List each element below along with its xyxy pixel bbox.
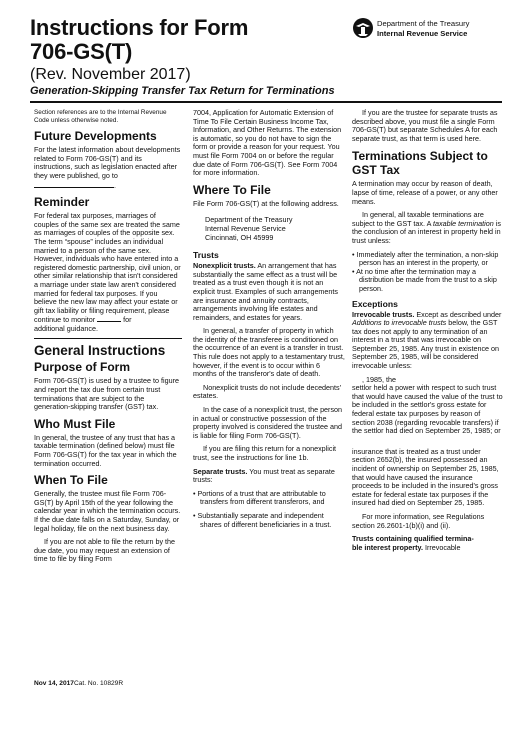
- taxable-termination-text: In general, all taxable terminations are subject to the GST tax. A taxable termination is the conclusion of an interest in property held in trust unless:: [352, 210, 501, 245]
- monitor-url-blank: [97, 315, 121, 322]
- who-must-file-heading: Who Must File: [34, 416, 116, 431]
- transfer-in-trust-text: In general, a transfer of property in which the identity of the transferee is conditioned on the occurrence of an event is a transfer in trust. This rule does not apply to a testamentary trust, however, if the event is to occur within 6 months of the transferor's date of death.: [193, 326, 345, 379]
- footer-date: Nov 14, 2017: [34, 680, 74, 687]
- where-to-file-heading: Where To File: [193, 182, 271, 197]
- decedents-estates-text: Nonexplicit trusts do not include decedents' estates.: [193, 382, 342, 401]
- termination-bullet-2: • At no time after the termination may a distribution be made from the trust to a skip person.: [352, 266, 497, 293]
- nonexplicit-trustee-text: In the case of a nonexplicit trust, the person in actual or constructive possession of the property involved is considered the trustee and is liable for filing Form 706-GS(T).: [193, 405, 343, 440]
- irrevocable-trusts-text: Irrevocable trusts. Except as described under Additions to irrevocable trusts below, the GST tax does not apply to any termination of an interest in a trust that was irrevocable on September 25, 1985. Any trust in existence on September 25, 1985, will be considered irrevocable unless:: [352, 309, 502, 371]
- who-must-file-text: In general, the trustee of any trust that has a taxable termination (defined below) must file Form 706-GS(T) for the tax year in which the termination occurred.: [34, 432, 177, 468]
- form-title-line1: Instructions for Form: [30, 15, 249, 40]
- when-to-file-text: Generally, the trustee must file Form 706-GS(T) by April 15th of the year following the calendar year in which the termination occurs. If the due date falls on a Saturday, Sunday, or legal holiday, file on the next business day.: [34, 489, 181, 533]
- future-developments-heading: Future Developments: [34, 129, 157, 144]
- where-to-file-text: File Form 706-GS(T) at the following address.: [193, 198, 339, 208]
- agency-service: Internal Revenue Service: [377, 29, 468, 38]
- reminder-text: For federal tax purposes, marriages of couples of the same sex are treated the same as marriages of couples of the opposite sex. The term “spouse” includes an individual married to a person of the same sex. However, individuals who have entered into a registered domestic partnership, civil union, or other similar relationship that isn't considered a marriage under state law aren't considered married for federal tax purposes. If you believe the new law may affect your estate or gift tax liability or filing requirement, please continue to monitor for additional guidance.: [34, 211, 181, 333]
- column-left: [34, 109, 182, 569]
- extension-continued-text: 7004, Application for Automatic Extension of Time To File Certain Business Income Tax, Information, and Other Returns. The extension is automatic, so you do not have to sign the form or provide a reason for your request. You must file Form 7004 on or before the regular due date of Form 706-GS(T). See Form 7004 for more information.: [193, 108, 342, 178]
- column-middle: [193, 109, 345, 534]
- mailing-address: Department of the Treasury Internal Revenue Service Cincinnati, OH 45999: [205, 215, 293, 242]
- exceptions-heading: Exceptions: [352, 298, 398, 309]
- when-to-file-heading: When To File: [34, 473, 108, 488]
- footer: [34, 680, 123, 687]
- general-instructions-heading: General Instructions: [34, 343, 166, 359]
- column-right: [352, 109, 504, 557]
- nonexplicit-filing-text: If you are filing this return for a nonexplicit trust, see the instructions for line 1b.: [193, 444, 337, 462]
- separate-trusts-bullet-1: • Portions of a trust that are attributable to transfers from different transferors, and: [193, 488, 326, 507]
- footer-catalog: Cat. No. 10829R: [73, 680, 124, 687]
- separate-trusts-filing-text: If you are the trustee for separate trusts as described above, you must file a single Form 706-GS(T) but separate Schedules A for each separate trust, as that term is used here.: [352, 108, 498, 143]
- condition-date-line: , 1985, the: [362, 374, 396, 384]
- section-references-note: Section references are to the Internal Revenue Code unless otherwise noted.: [34, 109, 167, 124]
- terminations-heading: Terminations Subject to GST Tax: [352, 149, 488, 178]
- reminder-heading: Reminder: [34, 195, 90, 210]
- trusts-heading: Trusts: [193, 250, 219, 261]
- termination-text: A termination may occur by reason of death, lapse of time, release of a power, or any other means.: [352, 179, 498, 206]
- irs-url-blank: [34, 181, 114, 188]
- purpose-text: Form 706-GS(T) is used by a trustee to figure and report the tax due from certain trust terminations that are subject to the generation-skipping transfer (GST) tax.: [34, 376, 180, 412]
- nonexplicit-trusts-text: Nonexplicit trusts. An arrangement that has substantially the same effect as a trust will be treated as a trust even though it is not an explicit trust. Examples of such arrangements are insurance and annuity contracts, arrangements involving life estates and remainders, and estates for years.: [193, 261, 339, 322]
- general-rule: [34, 338, 182, 339]
- revision-date: (Rev. November 2017): [30, 66, 191, 83]
- extension-text: If you are not able to file the return by the due date, you may request an extension of time to file by filing Form: [34, 537, 176, 564]
- form-subtitle: Generation-Skipping Transfer Tax Return for Terminations: [30, 85, 335, 97]
- condition-settlor-text: settlor held a power with respect to such trust that would have caused the value of the trust to be included in the settlor's gross estate for federal estate tax purposes by reason of section 2038 (regarding revocable transfers) if the settlor had died on September 25, 1985; or: [352, 383, 503, 436]
- separate-trusts-bullet-2: • Substantially separate and independent shares of different beneficiaries in a trust.: [193, 510, 332, 529]
- purpose-heading: Purpose of Form: [34, 360, 131, 375]
- agency-name: Department of the Treasury: [377, 19, 470, 28]
- header-rule: [30, 101, 502, 103]
- separate-trusts-text: Separate trusts. You must treat as separate trusts:: [193, 466, 335, 485]
- form-title-line2: 706-GS(T): [30, 39, 133, 64]
- irs-eagle-icon: [352, 17, 374, 39]
- future-developments-text: For the latest information about developments related to Form 706-GS(T) and its instructions, such as legislation enacted after they were published, go to .: [34, 145, 181, 190]
- more-info-text: For more information, see Regulations section 26.2601-1(b)(i) and (ii).: [352, 511, 485, 530]
- qualified-terminable-text: Trusts containing qualified termina- ble interest property. Irrevocable: [352, 534, 474, 552]
- condition-insurance-text: insurance that is treated as a trust under section 2652(b), the insured possessed an incident of ownership on September 25, 1985, that would have caused the insurance proceeds to be included in the insured's gross estate for federal estate tax purposes if the insured had died on September 25, 1985.: [352, 446, 499, 508]
- termination-bullet-1: • Immediately after the termination, a non-skip person has an interest in the property, or: [352, 249, 499, 268]
